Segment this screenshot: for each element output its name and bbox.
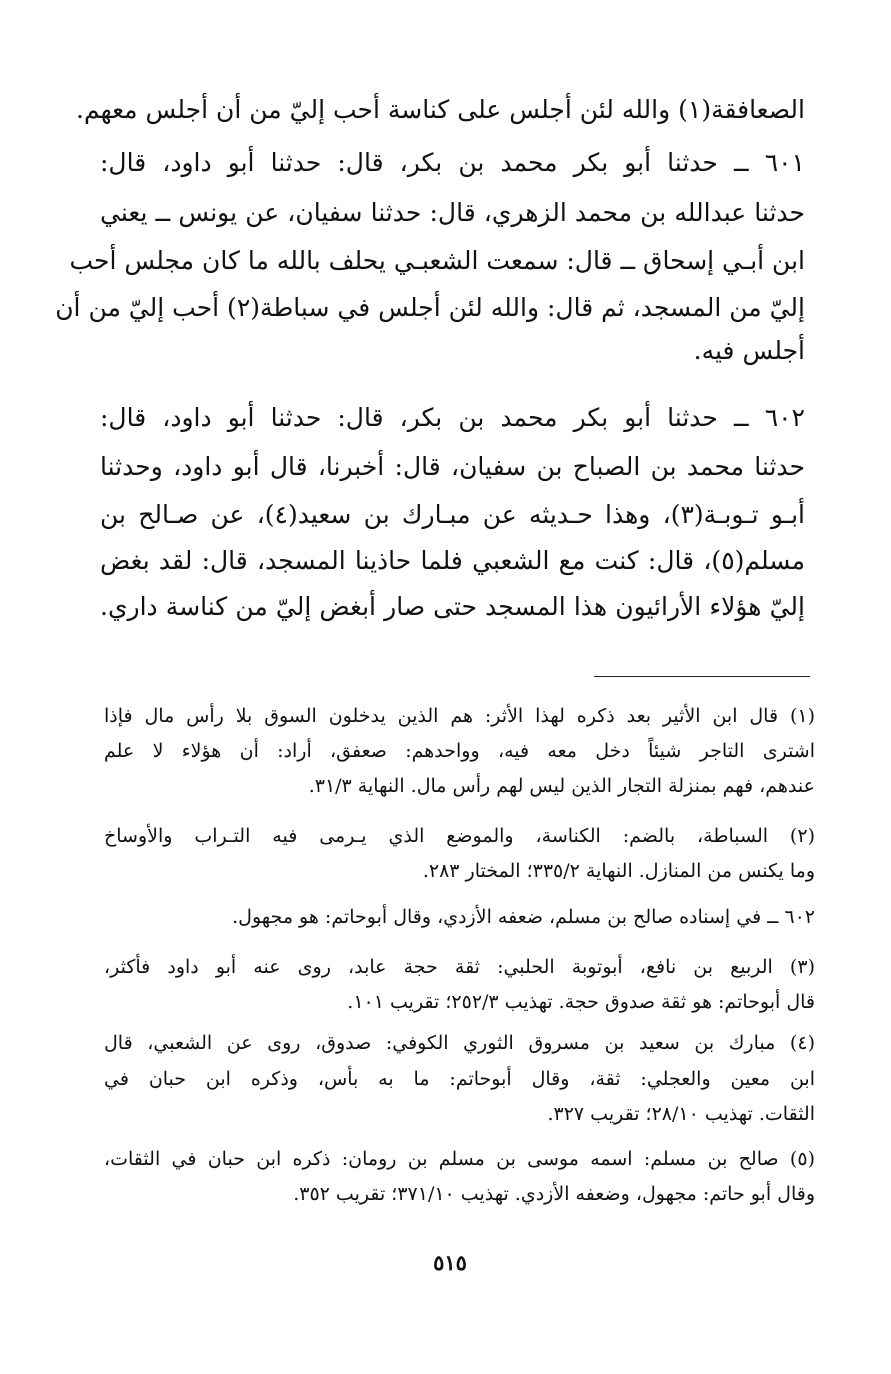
footnote-line-4: (٢) السباطة، بالضم: الكناسة، والموضع الذي يـرمى فيه التـراب والأوساخ	[104, 825, 815, 847]
main-text-line-11: إليّ هؤلاء الأرائيون هذا المسجد حتى صار أبغض إليّ من كناسة داري.	[100, 592, 805, 621]
footnote-line-3: عندهم، فهم بمنزلة التجار الذين ليس لهم رأس مال. النهاية ٣١/٣.	[308, 775, 815, 797]
main-text-line-9: أبـو تـوبـة(٣)، وهذا حـديثه عن مبـارك بن سعيد(٤)، عن صـالح بن	[100, 500, 805, 529]
main-text-line-4: ابن أبـي إسحاق ــ قال: سمعت الشعبـي يحلف بالله ما كان مجلس أحب	[69, 246, 805, 275]
footnote-line-1: (١) قال ابن الأثير بعد ذكره لهذا الأثر: هم الذين يدخلون السوق بلا رأس مال فإذا	[104, 705, 815, 727]
page-number: ٥١٥	[433, 1250, 467, 1275]
footnote-line-2: اشترى التاجر شيئاً دخل معه فيه، وواحدهم: صعفق، أراد: أن هؤلاء لا علم	[104, 740, 815, 762]
footnote-line-7: (٣) الربيع بن نافع، أبوتوبة الحلبي: ثقة حجة عابد، روى عنه أبو داود فأكثر،	[104, 956, 815, 978]
main-text-line-6: أجلس فيه.	[693, 336, 805, 365]
footnote-line-9: (٤) مبارك بن سعيد بن مسروق الثوري الكوفي: صدوق، روى عن الشعبي، قال	[104, 1032, 815, 1054]
footnote-line-13: وقال أبو حاتم: مجهول، وضعفه الأزدي. تهذيب ٣٧١/١٠؛ تقريب ٣٥٢.	[293, 1183, 815, 1205]
footnote-separator	[594, 676, 810, 677]
footnote-line-8: قال أبوحاتم: هو ثقة صدوق حجة. تهذيب ٢٥٢/٣؛ تقريب ١٠١.	[347, 991, 815, 1013]
main-text-line-10: مسلم(٥)، قال: كنت مع الشعبي فلما حاذينا المسجد، قال: لقد بغض	[100, 546, 805, 575]
main-text-line-2: ٦٠١ ــ حدثنا أبو بكر محمد بن بكر، قال: حدثنا أبو داود، قال:	[100, 148, 805, 177]
main-text-line-8: حدثنا محمد بن الصباح بن سفيان، قال: أخبرنا، قال أبو داود، وحدثنا	[100, 452, 805, 481]
footnote-line-11: الثقات. تهذيب ٢٨/١٠؛ تقريب ٣٢٧.	[547, 1103, 815, 1125]
main-text-line-1: الصعافقة(١) والله لئن أجلس على كناسة أحب إليّ من أن أجلس معهم.	[76, 95, 805, 124]
main-text-line-5: إليّ من المسجد، ثم قال: والله لئن أجلس في سباطة(٢) أحب إليّ من أن	[55, 293, 805, 322]
main-text-line-3: حدثنا عبدالله بن محمد الزهري، قال: حدثنا سفيان، عن يونس ــ يعني	[100, 198, 805, 227]
footnote-line-5: وما يكنس من المنازل. النهاية ٣٣٥/٢؛ المختار ٢٨٣.	[422, 860, 815, 882]
footnote-line-6: ٦٠٢ ــ في إسناده صالح بن مسلم، ضعفه الأزدي، وقال أبوحاتم: هو مجهول.	[232, 906, 815, 928]
main-text-line-7: ٦٠٢ ــ حدثنا أبو بكر محمد بن بكر، قال: حدثنا أبو داود، قال:	[100, 403, 805, 432]
footnote-line-12: (٥) صالح بن مسلم: اسمه موسى بن مسلم بن رومان: ذكره ابن حبان في الثقات،	[104, 1148, 815, 1170]
footnote-line-10: ابن معين والعجلي: ثقة، وقال أبوحاتم: ما به بأس، وذكره ابن حبان في	[104, 1068, 815, 1090]
